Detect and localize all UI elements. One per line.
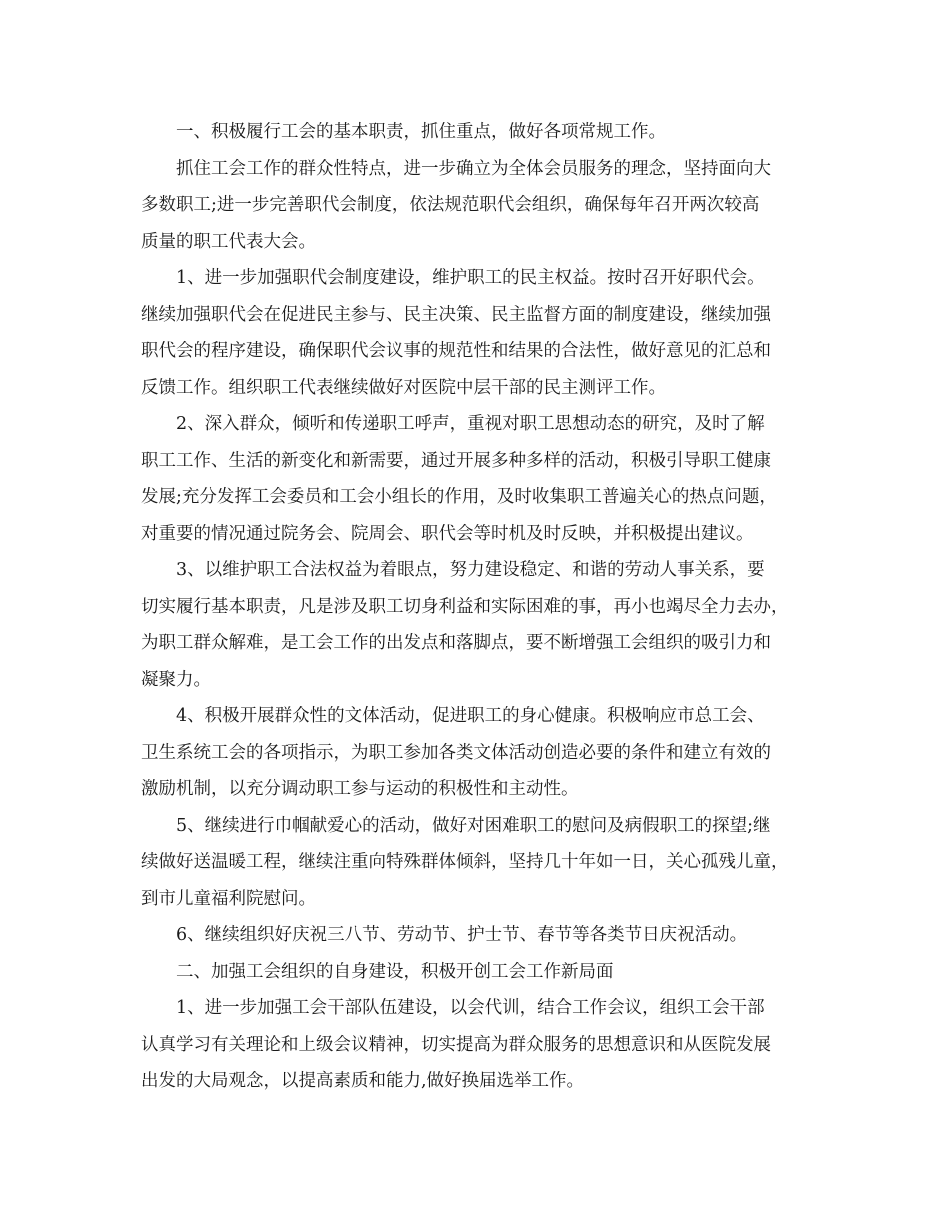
item-1-line: 1、进一步加强职代会制度建设，维护职工的民主权益。按时召开好职代会。 [176, 268, 765, 288]
paragraph-line: 职代会的程序建设，确保职代会议事的规范性和结果的合法性，做好意见的汇总和 [141, 341, 771, 361]
paragraph-line: 出发的大局观念，以提高素质和能力,做好换届选举工作。 [141, 1071, 585, 1091]
item-3-line: 3、以维护职工合法权益为着眼点，努力建设稳定、和谐的劳动人事关系，要 [176, 560, 765, 580]
paragraph-line: 发展;充分发挥工会委员和工会小组长的作用，及时收集职工普遍关心的热点问题， [141, 487, 777, 507]
item-4-line: 4、积极开展群众性的文体活动，促进职工的身心健康。积极响应市总工会、 [176, 706, 765, 726]
paragraph-line: 凝聚力。 [141, 669, 211, 690]
paragraph-line: 抓住工会工作的群众性特点，进一步确立为全体会员服务的理念，坚持面向大 [176, 158, 771, 179]
paragraph-line: 激励机制，以充分调动职工参与运动的积极性和主动性。 [141, 779, 579, 799]
paragraph-line: 到市儿童福利院慰问。 [141, 888, 316, 909]
item-2-line: 2、深入群众，倾听和传递职工呼声，重视对职工思想动态的研究，及时了解 [176, 414, 765, 434]
paragraph-line: 多数职工;进一步完善职代会制度，依法规范职代会组织，确保每年召开两次较高 [141, 195, 760, 215]
paragraph-line: 对重要的情况通过院务会、院周会、职代会等时机及时反映，并积极提出建议。 [141, 523, 754, 544]
paragraph-line: 卫生系统工会的各项指示，为职工参加各类文体活动创造必要的条件和建立有效的 [141, 742, 771, 763]
paragraph-line: 继续加强职代会在促进民主参与、民主决策、民主监督方面的制度建设，继续加强 [141, 304, 771, 325]
document-body [141, 114, 841, 1100]
paragraph-line: 为职工群众解难，是工会工作的出发点和落脚点，要不断增强工会组织的吸引力和 [141, 633, 771, 653]
item-5-line: 5、继续进行巾帼献爱心的活动，做好对困难职工的慰问及病假职工的探望;继 [176, 815, 771, 836]
paragraph-line: 切实履行基本职责，凡是涉及职工切身利益和实际困难的事，再小也竭尽全力去办， [141, 596, 789, 617]
section-heading-2: 二、加强工会组织的自身建设，积极开创工会工作新局面 [176, 961, 614, 982]
item-6-line: 6、继续组织好庆祝三八节、劳动节、护士节、春节等各类节日庆祝活动。 [176, 925, 748, 945]
item-1-line: 1、进一步加强工会干部队伍建设，以会代训，结合工作会议，组织工会干部 [176, 998, 765, 1018]
paragraph-line: 质量的职工代表大会。 [141, 231, 316, 252]
paragraph-line: 职工工作、生活的新变化和新需要，通过开展多种多样的活动，积极引导职工健康 [141, 450, 771, 471]
paragraph-line: 认真学习有关理论和上级会议精神，切实提高为群众服务的思想意识和从医院发展 [141, 1034, 771, 1055]
paragraph-line: 反馈工作。组织职工代表继续做好对医院中层干部的民主测评工作。 [141, 377, 666, 398]
paragraph-line: 续做好送温暖工程，继续注重向特殊群体倾斜，坚持几十年如一日，关心孤残儿童， [141, 852, 789, 872]
section-heading-1: 一、积极履行工会的基本职责，抓住重点，做好各项常规工作。 [176, 122, 666, 142]
